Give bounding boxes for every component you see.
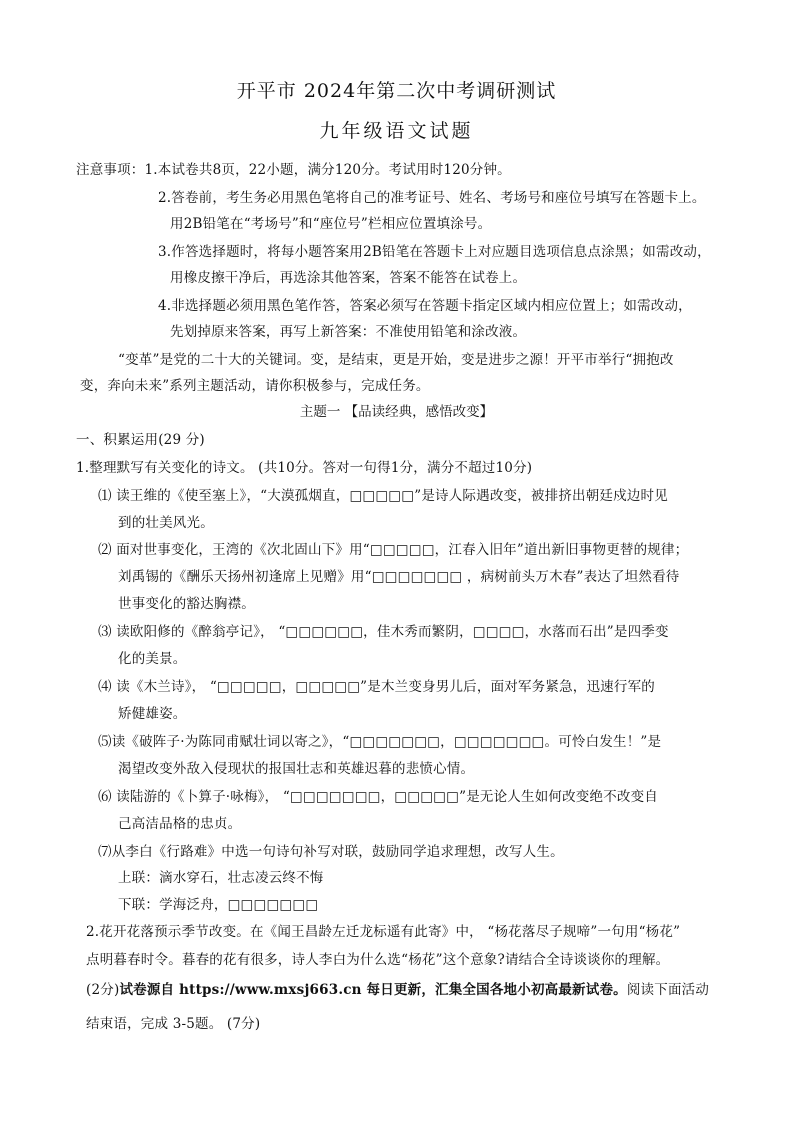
intro-line: “变革”是党的二十大的关键词。变，是结束，更是开始，变是进步之源！开平市举行“拥抱改 <box>118 352 674 368</box>
couplet-first: 上联：滴水穿石，壮志凌云终不悔 <box>118 870 324 886</box>
question-line: ⑷ 读《木兰诗》， “□□□□□，□□□□□”是木兰变身男儿后，面对军务紧急，迅速行军的 <box>98 679 655 695</box>
question-line: 化的美景。 <box>118 651 187 667</box>
question-line: ⑹ 读陆游的《卜算子·咏梅》， “□□□□□□□，□□□□□”是无论人生如何改变绝不改变自 <box>98 789 658 805</box>
notice-item: 2.答卷前，考生务必用黑色笔将自己的准考证号、姓名、考场号和座位号填写在答题卡上。 <box>158 190 706 206</box>
question-line: 到的壮美风光。 <box>118 515 214 531</box>
reading-instruction: 结束语，完成 3-5题。 (7分) <box>86 1016 261 1032</box>
question-line: ⑶ 读欧阳修的《醉翁亭记》， “□□□□□□，佳木秀而繁阴，□□□□，水落而石出”是四季变 <box>98 624 669 640</box>
question-line: ⑺从李白《行路难》中选一句诗句补写对联，鼓励同学追求理想，改写人生。 <box>98 844 564 860</box>
question-line: 世事变化的豁达胸襟。 <box>118 596 255 612</box>
notice-lead: 注意事项：1.本试卷共8页，22小题，满分120分。考试用时120分钟。 <box>76 162 511 178</box>
intro-line: 变，奔向未来”系列主题活动，请你积极参与，完成任务。 <box>80 378 430 394</box>
question-line: 点明暮春时令。暮春的花有很多，诗人李白为什么选“杨花”这个意象?请结合全诗谈谈你的理解。 <box>86 952 670 968</box>
notice-item: 用橡皮擦干净后，再选涂其他答案，答案不能答在试卷上。 <box>170 270 527 286</box>
question-line: ⑴ 读王维的《使至塞上》，“大漠孤烟直，□□□□□”是诗人际遇改变，被排挤出朝廷戍边时见 <box>98 488 668 504</box>
source-ad: 试卷源自 https://www.mxsj663.cn 每日更新，汇集全国各地小初高最新试卷。 <box>119 982 627 998</box>
score-note: (2分) <box>86 982 120 998</box>
question-line: ⑵ 面对世事变化，王湾的《次北固山下》用“□□□□□，江春入旧年”道出新旧事物更替的规律； <box>98 542 689 558</box>
score-ad-line <box>86 980 709 1000</box>
notice-item: 3.作答选择题时，将每小题答案用2B铅笔在答题卡上对应题目选项信息点涂黑；如需改动， <box>158 244 711 260</box>
exam-title: 开平市 2024年第二次中考调研测试 <box>236 80 557 102</box>
section-heading: 一、积累运用(29 分) <box>76 432 205 448</box>
question-line: 矫健雄姿。 <box>118 706 187 722</box>
reading-intro: 阅读下面活动 <box>626 982 710 998</box>
question-line: ⑸读《破阵子·为陈同甫赋壮词以寄之》，“□□□□□□□，□□□□□□□。可怜白发生！”是 <box>98 734 662 750</box>
theme-heading: 主题一 【品读经典，感悟改变】 <box>299 404 494 420</box>
question-line: 己高洁品格的忠贞。 <box>118 816 242 832</box>
couplet-second: 下联：学海泛舟，□□□□□□□ <box>118 897 319 913</box>
notice-item: 先划掉原来答案，再写上新答案：不准使用铅笔和涂改液。 <box>170 324 527 340</box>
notice-item: 4.非选择题必须用黑色笔作答，答案必须写在答题卡指定区域内相应位置上；如需改动， <box>158 298 692 314</box>
question-stem: 1.整理默写有关变化的诗文。 (共10分。答对一句得1分，满分不超过10分) <box>76 460 533 476</box>
question-line: 渴望改变外敌入侵现状的报国壮志和英雄迟暮的悲愤心情。 <box>118 761 475 777</box>
notice-item: 用2B铅笔在“考场号”和“座位号”栏相应位置填涂号。 <box>170 216 492 232</box>
question-line: 刘禹锡的《酬乐天扬州初逢席上见赠》用“□□□□□□□ ，病树前头万木春”表达了坦然看待 <box>118 569 680 585</box>
exam-subtitle: 九年级语文试题 <box>319 120 474 142</box>
question-line: 2.花开花落预示季节改变。在《闻王昌龄左迁龙标遥有此寄》中， “杨花落尽子规啼”一句用“杨花” <box>86 924 681 940</box>
